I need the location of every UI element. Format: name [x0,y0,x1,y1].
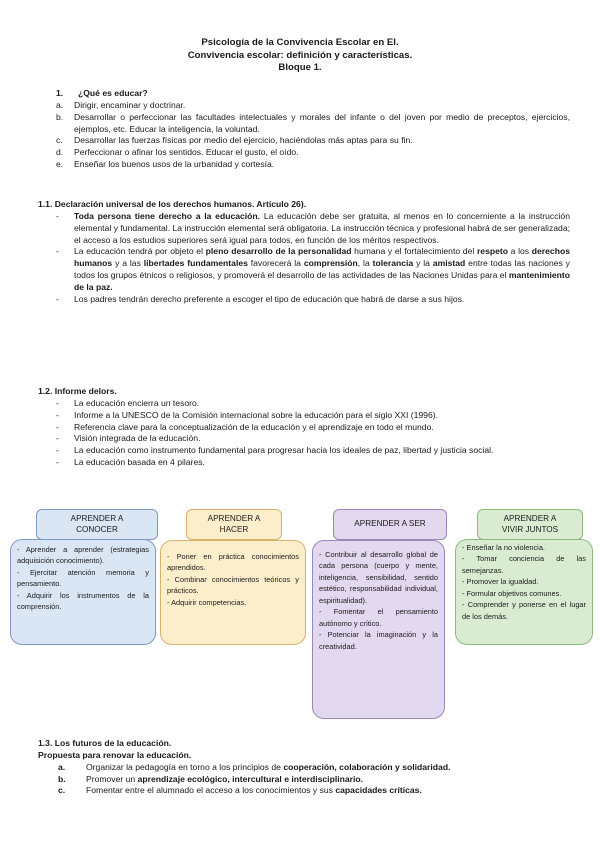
list-item-text [86,785,570,797]
pillar-label-line: HACER [219,524,249,534]
list-item [38,774,570,786]
text-span: Promover un [86,773,138,784]
section-1-number: 1. [56,88,64,98]
dash-marker: - [56,246,59,257]
dash-marker: - [56,433,59,444]
bold-text: amistad [432,258,466,269]
pillar-label-line: APRENDER A [70,514,124,524]
list-item [38,433,570,445]
dash-marker: - [56,293,59,304]
pillar-label-learn-to-know [36,509,158,540]
section-delors-report [38,386,570,469]
bold-text: mantenimiento de la paz. [74,270,570,293]
pillar-label-learn-to-do [186,509,282,540]
section-1-1-heading: 1.1. Declaración universal de los derechos humanos. Artículo 26). [38,199,307,209]
pillar-label-line: APRENDER A [207,514,261,524]
pillar-box-learn-to-live-together [455,539,593,645]
text-span: y a las [112,258,144,269]
list-marker: a. [56,99,64,110]
pillar-point: - Poner en práctica conocimientos aprendidos. [167,552,299,573]
section-1-2-heading: 1.2. Informe delors. [38,386,117,396]
bold-text: respeto [476,246,508,257]
list-item [38,246,570,293]
list-item-text [74,211,570,247]
dash-marker: - [56,409,59,420]
pillar-point: - Combinar conocimientos teóricos y prácticos. [167,574,299,596]
pillar-point: - Fomentar el pensamiento autónomo y crítico. [319,607,438,628]
list-item [38,762,570,774]
dash-marker: - [56,210,59,221]
bold-text: cooperación, colaboración y solidaridad. [283,761,451,772]
list-item [38,445,570,457]
text-span: , la [357,258,373,269]
section-1-3-heading: 1.3. Los futuros de la educación. [38,738,172,748]
list-marker: c. [56,135,63,146]
pillar-box-learn-to-do [160,540,306,645]
title-line-2: Convivencia escolar: definición y características. [187,49,413,61]
list-item [38,457,570,469]
pillar-point: - Adquirir competencias. [167,597,247,607]
dash-marker: - [56,445,59,456]
pillar-label-line: VIVIR JUNTOS [501,524,559,534]
pillar-point: - Aprender a aprender (estrategias adquisición conocimiento). [17,545,149,566]
list-item [38,422,570,434]
list-item-text: Informe a la UNESCO de la Comisión internacional sobre la educación para el siglo XXI (1996). [74,409,438,420]
text-span: humana y el fortalecimiento del [351,246,477,257]
list-item-text: Enseñar los buenos usos de la urbanidad y cortesía. [74,159,275,170]
text-span: Fomentar entre el alumnado el acceso a los conocimientos y sus [86,785,336,796]
pillar-label-learn-to-be [333,509,447,540]
list-item [38,112,570,136]
list-item [38,410,570,422]
section-what-is-educating [38,88,570,171]
list-item [38,211,570,247]
list-item [38,100,570,112]
dash-marker: - [56,397,59,408]
dash-marker: - [56,457,59,468]
text-span: entre todas las naciones y todos los grupos étnicos o religiosos, y promoverá el desarrollo de las actividades de las Naciones Unidas para el [74,258,570,281]
list-item-text: Perfeccionar o afinar los sentidos. Educar el gusto, el oído. [74,147,299,158]
bold-text: aprendizaje ecológico, intercultural e interdisciplinario. [137,773,363,784]
text-span: Organizar la pedagogía en torno a los principios de [86,761,284,772]
section-1-heading [38,88,570,100]
title-line-3: Bloque 1. [278,62,322,74]
pillar-point: - Tomar conciencia de las semejanzas. [462,554,586,575]
list-marker: c. [58,785,66,796]
text-span: y la [413,258,433,269]
pillar-point: - Comprender y ponerse en el lugar de los demás. [462,600,586,621]
title-line-1: Psicología de la Convivencia Escolar en EI. [201,37,399,48]
bold-text: derechos humanos [74,246,570,269]
pillar-point: - Potenciar la imaginación y la creatividad. [319,630,438,651]
list-item-text [74,246,570,293]
bold-text: Toda persona tiene derecho a la educación. [74,210,261,221]
pillar-box-learn-to-know [10,539,156,645]
pillar-label-line: CONOCER [76,524,118,534]
pillar-point: - Contribuir al desarrollo global de cada persona (cuerpo y mente, inteligencia, sensibilidad, sentido estético, responsabilidad individual, espiritualidad). [319,550,438,605]
list-item-text: Desarrollar las fuerzas físicas por medio del ejercicio, haciéndolas más aptas para su fin. [74,135,413,146]
pillar-box-learn-to-be [312,540,445,719]
list-marker: b. [58,773,66,784]
list-item [38,135,570,147]
list-item [38,294,570,306]
list-marker: a. [58,761,66,772]
list-item [38,398,570,410]
bold-text: libertades fundamentales [143,258,248,269]
section-1-3-subheading: Propuesta para renovar la educación. [38,749,192,760]
dash-marker: - [56,421,59,432]
list-item [38,147,570,159]
pillar-label-learn-to-live-together [477,509,583,540]
list-item [38,785,570,797]
list-item-text: La educación como instrumento fundamental para progresar hacia los ideales de paz, libertad y justicia social. [74,445,494,456]
pillar-point: - Ejercitar atención memoria y pensamiento. [17,567,149,589]
list-item [38,159,570,171]
pillar-point: - Formular objetivos comunes. [462,588,562,598]
document-title [0,37,600,75]
pillar-point: - Adquirir los instrumentos de la comprensión. [17,590,149,612]
bold-text: capacidades críticas. [335,785,422,796]
list-marker: d. [56,147,64,158]
list-item-text: Los padres tendrán derecho preferente a escoger el tipo de educación que habrá de darse a sus hijos. [74,293,465,304]
text-span: a los [508,246,532,257]
section-1-heading-text: ¿Qué es educar? [78,88,148,98]
list-item-text: Desarrollar o perfeccionar las facultades intelectuales y morales del infante o del joven por medio de preceptos, ejercicios, ejemplos, etc. Educar la inteligencia, la voluntad. [74,111,570,134]
text-span: favorecerá la [247,258,304,269]
list-item-text: Dirigir, encaminar y doctrinar. [74,99,186,110]
pillar-point: - Enseñar la no violencia. [462,543,545,552]
pillar-point: - Promover la igualdad. [462,577,539,587]
bold-text: pleno desarrollo de la personalidad [205,246,352,257]
text-span: La educación debe ser gratuita, al menos en lo concerniente a la instrucción elemental y fundamental. La instrucción elemental será obligatoria. La instrucción técnica y profesional habrá de ser generalizada; el acceso a los estudios superiores será igual para todos, en función de los méritos respectivos. [74,210,570,245]
section-futures-of-education [38,738,570,797]
list-marker: e. [56,159,64,170]
text-span: La educación tendrá por objeto el [74,246,206,257]
pillar-label-line: APRENDER A [503,514,557,524]
list-item-text: La educación encierra un tesoro. [74,397,200,408]
bold-text: tolerancia [372,258,414,269]
list-item-text: La educación basada en 4 pilares. [74,457,205,468]
list-marker: b. [56,111,64,122]
list-item-text: Referencia clave para la conceptualización de la educación y el aprendizaje en todo el mundo. [74,421,434,432]
list-item-text [86,774,570,786]
list-item-text: Visión integrada de la educación. [74,433,201,444]
pillar-label-line: APRENDER A SER [354,519,426,529]
list-item-text [86,762,570,774]
section-human-rights [38,199,570,306]
bold-text: comprensión [303,258,358,269]
